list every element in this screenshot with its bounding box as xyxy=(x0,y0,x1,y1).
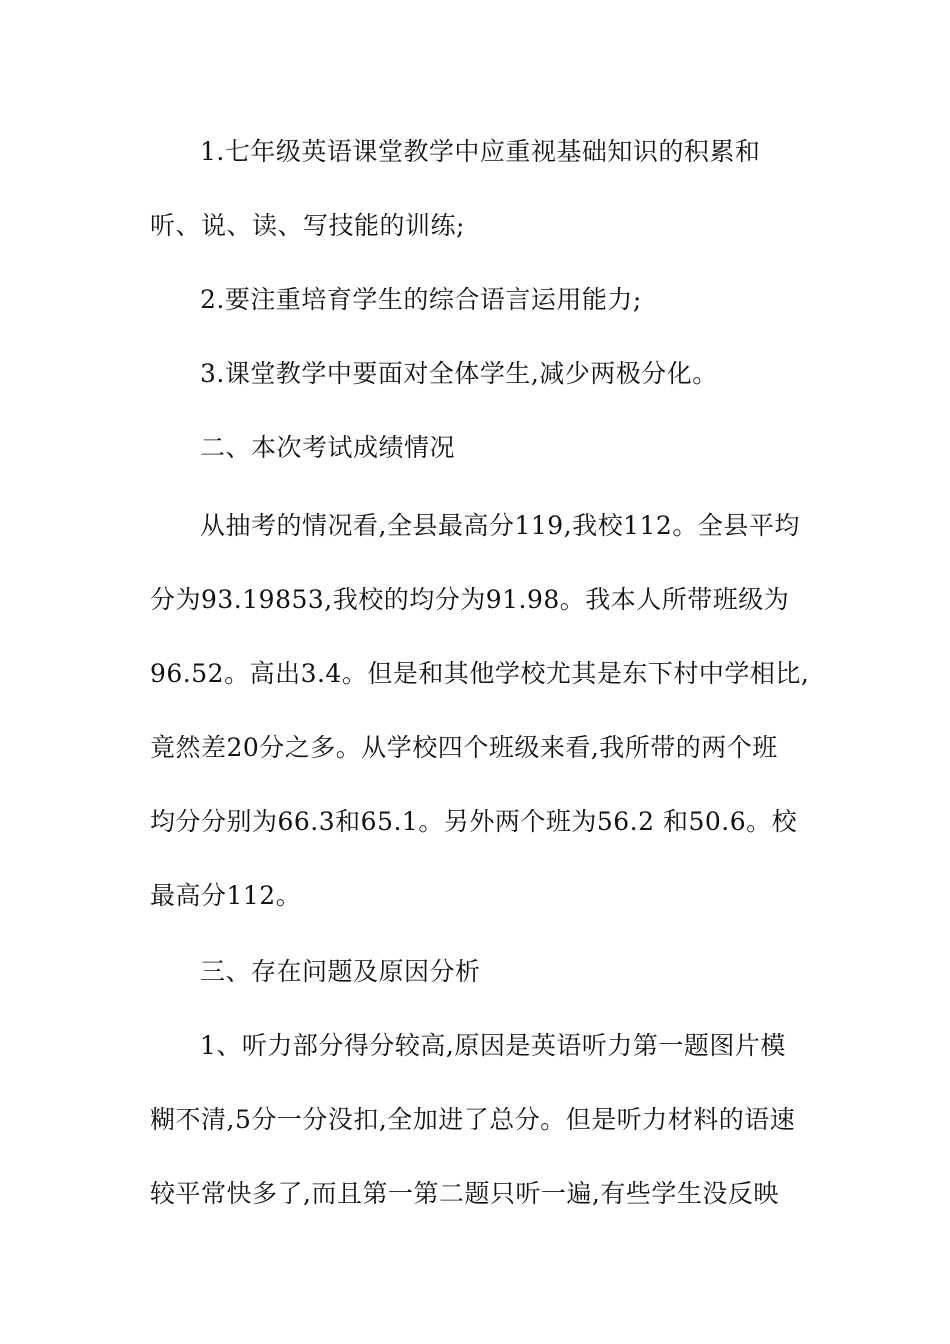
paragraph-line-13: 1、听力部分得分较高,原因是英语听力第一题图片模 xyxy=(200,1031,786,1060)
paragraph-line-14: 糊不清,5分一分没扣,全加进了总分。但是听力材料的语速 xyxy=(150,1105,796,1134)
paragraph-line-9: 竟然差20分之多。从学校四个班级来看,我所带的两个班 xyxy=(150,733,778,762)
paragraph-line-11: 最高分112。 xyxy=(150,881,302,910)
paragraph-line-1: 1.七年级英语课堂教学中应重视基础知识的积累和 xyxy=(200,137,761,166)
paragraph-line-4: 3.课堂教学中要面对全体学生,减少两极分化。 xyxy=(200,359,718,388)
paragraph-line-3: 2.要注重培育学生的综合语言运用能力; xyxy=(200,285,642,314)
paragraph-line-8: 96.52。高出3.4。但是和其他学校尤其是东下村中学相比, xyxy=(150,659,810,688)
paragraph-line-2: 听、说、读、写技能的训练; xyxy=(150,211,465,240)
paragraph-line-7: 分为93.19853,我校的均分为91.98。我本人所带班级为 xyxy=(150,585,790,614)
paragraph-line-6: 从抽考的情况看,全县最高分119,我校112。全县平均 xyxy=(200,511,800,540)
paragraph-line-15: 较平常快多了,而且第一第二题只听一遍,有些学生没反映 xyxy=(150,1179,779,1208)
section-heading-2: 二、本次考试成绩情况 xyxy=(200,433,456,462)
paragraph-line-10: 均分分别为66.3和65.1。另外两个班为56.2 和50.6。校 xyxy=(150,807,798,836)
section-heading-3: 三、存在问题及原因分析 xyxy=(200,957,481,986)
